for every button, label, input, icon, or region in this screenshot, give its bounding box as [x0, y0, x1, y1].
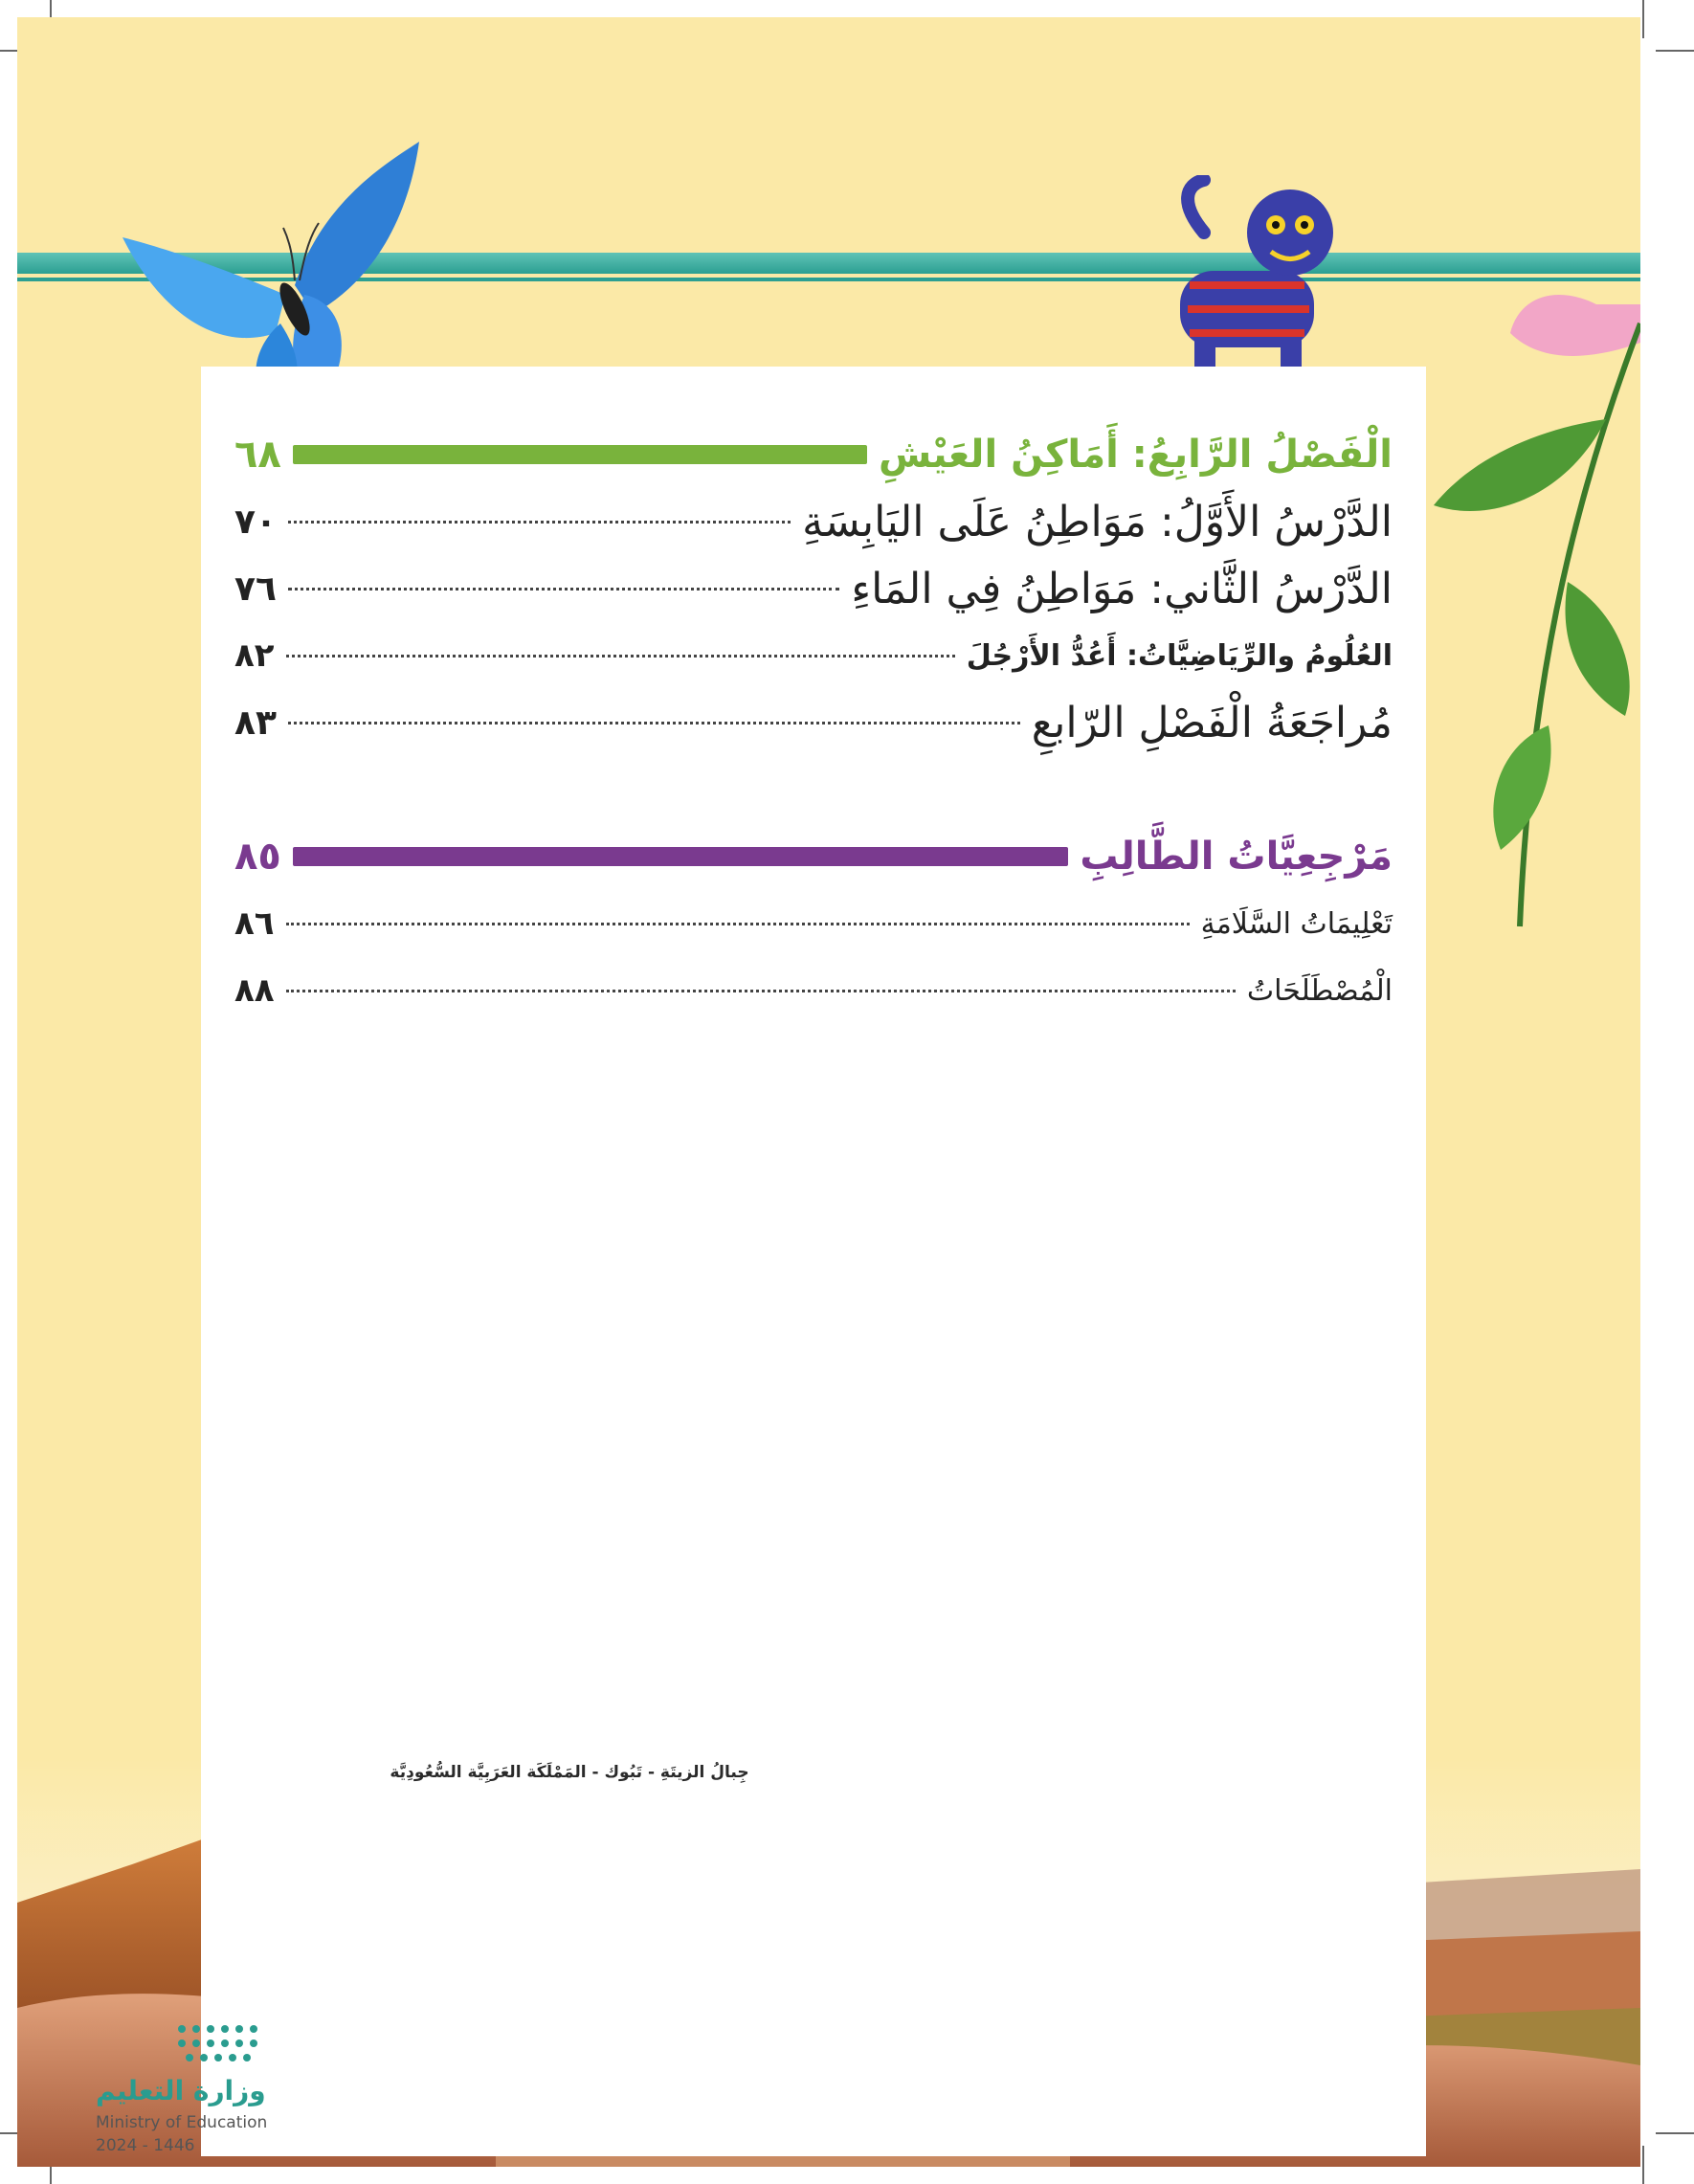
lesson-page-number: ٧٦: [234, 568, 277, 609]
section-page-number: ٨٢: [234, 636, 275, 675]
leader-dots: [286, 654, 955, 657]
ministry-name-arabic: وزارة التعليم: [96, 2075, 266, 2106]
references-divider-bar: [293, 847, 1069, 866]
section-title: تَعْلِيمَاتُ السَّلَامَةِ: [1200, 906, 1393, 941]
photo-caption: جِبالُ الزيتَةِ - تَبُوك - المَمْلَكَة العَرَبِيَّة السُّعُودِيَّة: [390, 1763, 749, 1782]
leader-dots: [286, 989, 1236, 992]
toc-glossary[interactable]: [234, 957, 1393, 1024]
toc-chapter-4[interactable]: [234, 421, 1393, 488]
chapter-title: الْفَصْلُ الرَّابِعُ: أَمَاكِنُ العَيْشِ: [878, 433, 1393, 477]
edition-year: 2024 - 1446: [96, 2136, 195, 2155]
chapter-divider-bar: [293, 445, 867, 464]
flower-image: [1415, 266, 1640, 936]
section-title: مُراجَعَةُ الْفَصْلِ الرّابعِ: [1031, 698, 1393, 747]
toc-lesson-1[interactable]: [234, 488, 1393, 555]
leader-dots: [288, 721, 1020, 724]
lesson-page-number: ٧٠: [234, 501, 277, 542]
leader-dots: [288, 520, 791, 524]
leader-dots: [288, 587, 839, 591]
section-page-number: ٨٣: [234, 702, 277, 743]
ministry-logo-dots-icon: [172, 2019, 268, 2067]
section-page-number: ٨٦: [234, 904, 275, 943]
toc-lesson-2[interactable]: [234, 555, 1393, 622]
lesson-title: الدَّرْسُ الثَّاني: مَوَاطِنُ فِي المَاءِ: [851, 564, 1393, 613]
toc-science-math[interactable]: [234, 622, 1393, 689]
section-title: مَرْجِعِيَّاتُ الطَّالِبِ: [1080, 835, 1393, 879]
section-title: الْمُصْطَلَحَاتُ: [1246, 973, 1393, 1008]
ministry-name-english: Ministry of Education: [96, 2113, 268, 2132]
ministry-logo: [96, 2019, 325, 2173]
section-title: العُلُومُ والرِّيَاضِيَّاتُ: أَعُدُّ الأَرْجُلَ: [966, 638, 1393, 673]
table-of-contents: [234, 421, 1393, 1024]
toc-student-references[interactable]: [234, 823, 1393, 890]
section-page-number: ٨٨: [234, 971, 275, 1010]
chapter-page-number: ٦٨: [234, 433, 281, 477]
leader-dots: [286, 922, 1190, 925]
toc-chapter-review[interactable]: [234, 689, 1393, 756]
toc-safety-instructions[interactable]: [234, 890, 1393, 957]
lesson-title: الدَّرْسُ الأَوَّلُ: مَوَاطِنُ عَلَى اليَابِسَةِ: [802, 497, 1393, 546]
section-page-number: ٨٥: [234, 835, 281, 879]
